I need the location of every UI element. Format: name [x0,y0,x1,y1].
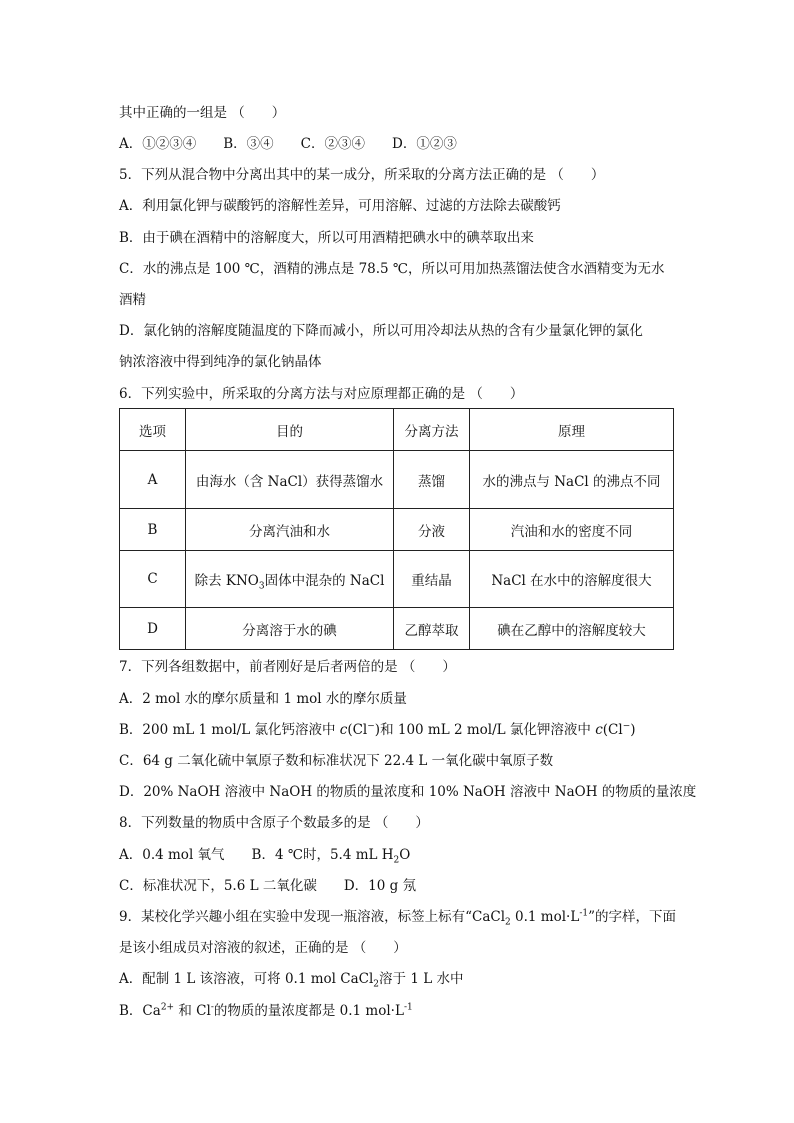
q7-option-a: A．2 mol 水的摩尔质量和 1 mol 水的摩尔质量 [119,691,407,707]
q6-stem: 6．下列实验中，所采取的分离方法与对应原理都正确的是 （ ） [119,386,524,402]
q7-option-b: B．200 mL 1 mol/L 氯化钙溶液中 c(Cl−)和 100 mL 2 mol/L 氯化钾溶液中 c(Cl−) [119,721,636,738]
row-principle: 水的沸点与 NaCl 的沸点不同 [470,451,674,509]
row-principle: 汽油和水的密度不同 [470,509,674,551]
q7-option-d: D．20% NaOH 溶液中 NaOH 的物质的量浓度和 10% NaOH 溶液中 NaOH 的物质的量浓度 [119,784,697,800]
row-principle: NaCl 在水中的溶解度很大 [470,551,674,608]
q6-table [119,408,674,650]
q5-option-a: A．利用氯化钾与碳酸钙的溶解性差异，可用溶解、过滤的方法除去碳酸钙 [119,198,561,214]
row-purpose: 分离汽油和水 [186,509,394,551]
q5-option-c-line2: 酒精 [119,292,146,308]
table-row [120,551,674,608]
table-row [120,608,674,650]
q7-option-c: C．64 g 二氧化硫中氧原子数和标准状况下 22.4 L 一氧化碳中氧原子数 [119,753,554,769]
q4-stem-tail: 其中正确的一组是 （ ） [119,105,286,121]
q4-options: A．①②③④ B．③④ C．②③④ D．①②③ [119,136,457,152]
q9-stem-line2: 是该小组成员对溶液的叙述，正确的是 （ ） [119,940,407,956]
q7-stem: 7．下列各组数据中，前者刚好是后者两倍的是 （ ） [119,659,456,675]
q5-option-b: B．由于碘在酒精中的溶解度大，所以可用酒精把碘水中的碘萃取出来 [119,230,534,246]
q9-stem-line1: 9．某校化学兴趣小组在实验中发现一瓶溶液，标签上标有“CaCl$_2$ 0.1 $mol\cdot L^{-1}$”的字样，下面 [119,908,676,928]
q5-stem: 5．下列从混合物中分离出其中的某一成分，所采取的分离方法正确的是 （ ） [119,167,605,183]
row-option: D [120,608,186,650]
q8-options-cd: C．标准状况下，5.6 L 二氧化碳 D．10 g 氖 [119,878,417,894]
row-method: 分液 [394,509,470,551]
header-method: 分离方法 [394,409,470,451]
row-option: B [120,509,186,551]
row-method: 重结晶 [394,551,470,608]
row-option: A [120,451,186,509]
table-header-row [120,409,674,451]
q9-option-b: B．$Ca^{2+}$ 和 Cl-的物质的量浓度都是 0.1 $mol\cdot L^{-1}$ [119,1002,413,1019]
table-row [120,451,674,509]
q5-option-c-line1: C．水的沸点是 100 ℃，酒精的沸点是 78.5 ℃，所以可用加热蒸馏法使含水酒精变为无水 [119,261,665,277]
row-method: 乙醇萃取 [394,608,470,650]
header-purpose: 目的 [186,409,394,451]
row-principle: 碘在乙醇中的溶解度较大 [470,608,674,650]
row-purpose: 除去 $KNO_3$固体中混杂的 NaCl [186,551,394,608]
q8-options-ab: A．0.4 mol 氧气 B．4 ℃时，5.4 mL $H_2O$ [119,847,411,866]
table-row [120,509,674,551]
q8-stem: 8．下列数量的物质中含原子个数最多的是 （ ） [119,815,429,831]
q5-option-d-line2: 钠浓溶液中得到纯净的氯化钠晶体 [119,354,322,370]
row-purpose: 由海水（含 NaCl）获得蒸馏水 [186,451,394,509]
q5-option-d-line1: D．氯化钠的溶解度随温度的下降而减小，所以可用冷却法从热的含有少量氯化钾的氯化 [119,323,643,339]
header-option: 选项 [120,409,186,451]
q9-option-a: A．配制 1 L 该溶液，可将 0.1 mol CaCl$_2$溶于 1 L 水中 [119,971,464,990]
row-method: 蒸馏 [394,451,470,509]
header-principle: 原理 [470,409,674,451]
row-purpose: 分离溶于水的碘 [186,608,394,650]
row-option: C [120,551,186,608]
